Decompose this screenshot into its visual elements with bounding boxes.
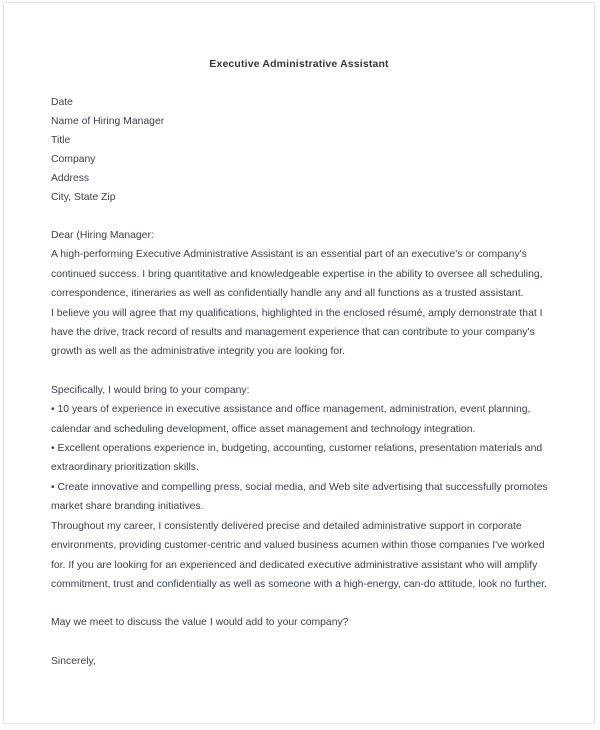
address-line-city-state-zip: City, State Zip	[51, 192, 116, 203]
sign-off: Sincerely,	[51, 655, 96, 667]
address-line-address: Address	[51, 173, 90, 184]
body-paragraph-2: I believe you will agree that my qualifications, highlighted in the enclosed résumé, amply demonstrate that I have the drive, track record of results and management experience that can contribute to your company's growth as well as the administrative integrity you are looking for.	[51, 307, 543, 358]
qualifications-block	[51, 381, 551, 594]
page-title: Executive Administrative Assistant	[209, 58, 389, 70]
address-line-company: Company	[51, 154, 96, 165]
salutation: Dear (Hiring Manager:	[51, 230, 154, 241]
address-line-title: Title	[51, 135, 71, 146]
list-item: • Excellent operations experience in, budgeting, accounting, customer relations, presentation materials and extraordinary prioritization skills.	[51, 443, 543, 474]
signature-block	[51, 652, 551, 671]
bullets-intro: Specifically, I would bring to your company:	[51, 384, 250, 396]
salutation-block	[51, 226, 551, 362]
list-item: • 10 years of experience in executive assistance and office management, administration, event planning, calendar and scheduling development, office asset management and technology integration.	[51, 404, 531, 435]
body-paragraph-1: A high-performing Executive Administrative Assistant is an essential part of an executive's or company's continued success. I bring quantitative and knowledgeable expertise in the ability to oversee all scheduling, correspondence, itineraries as well as confidentially handle any and all functions as a trusted assistant.	[51, 249, 543, 300]
list-item: • Create innovative and compelling press, social media, and Web site advertising that successfully promotes market share branding initiatives.	[51, 481, 548, 513]
letter-content	[51, 93, 551, 671]
document-page	[3, 2, 595, 724]
closing-question: May we meet to discuss the value I would add to your company?	[51, 617, 349, 629]
body-paragraph-3: Throughout my career, I consistently delivered precise and detailed administrative support in corporate environments, providing customer-centric and valued business acumen within those companies I've worked for. If you are looking for an experienced and dedicated executive administrative assistant who will amplify commitment, trust and confidentially as well as someone with a high-energy, can-do attitude, look no further.	[51, 520, 547, 590]
address-line-date: Date	[51, 97, 73, 108]
address-line-name: Name of Hiring Manager	[51, 116, 165, 127]
closing-block	[51, 613, 551, 632]
letter-body	[4, 3, 594, 723]
recipient-address-block	[51, 93, 551, 207]
